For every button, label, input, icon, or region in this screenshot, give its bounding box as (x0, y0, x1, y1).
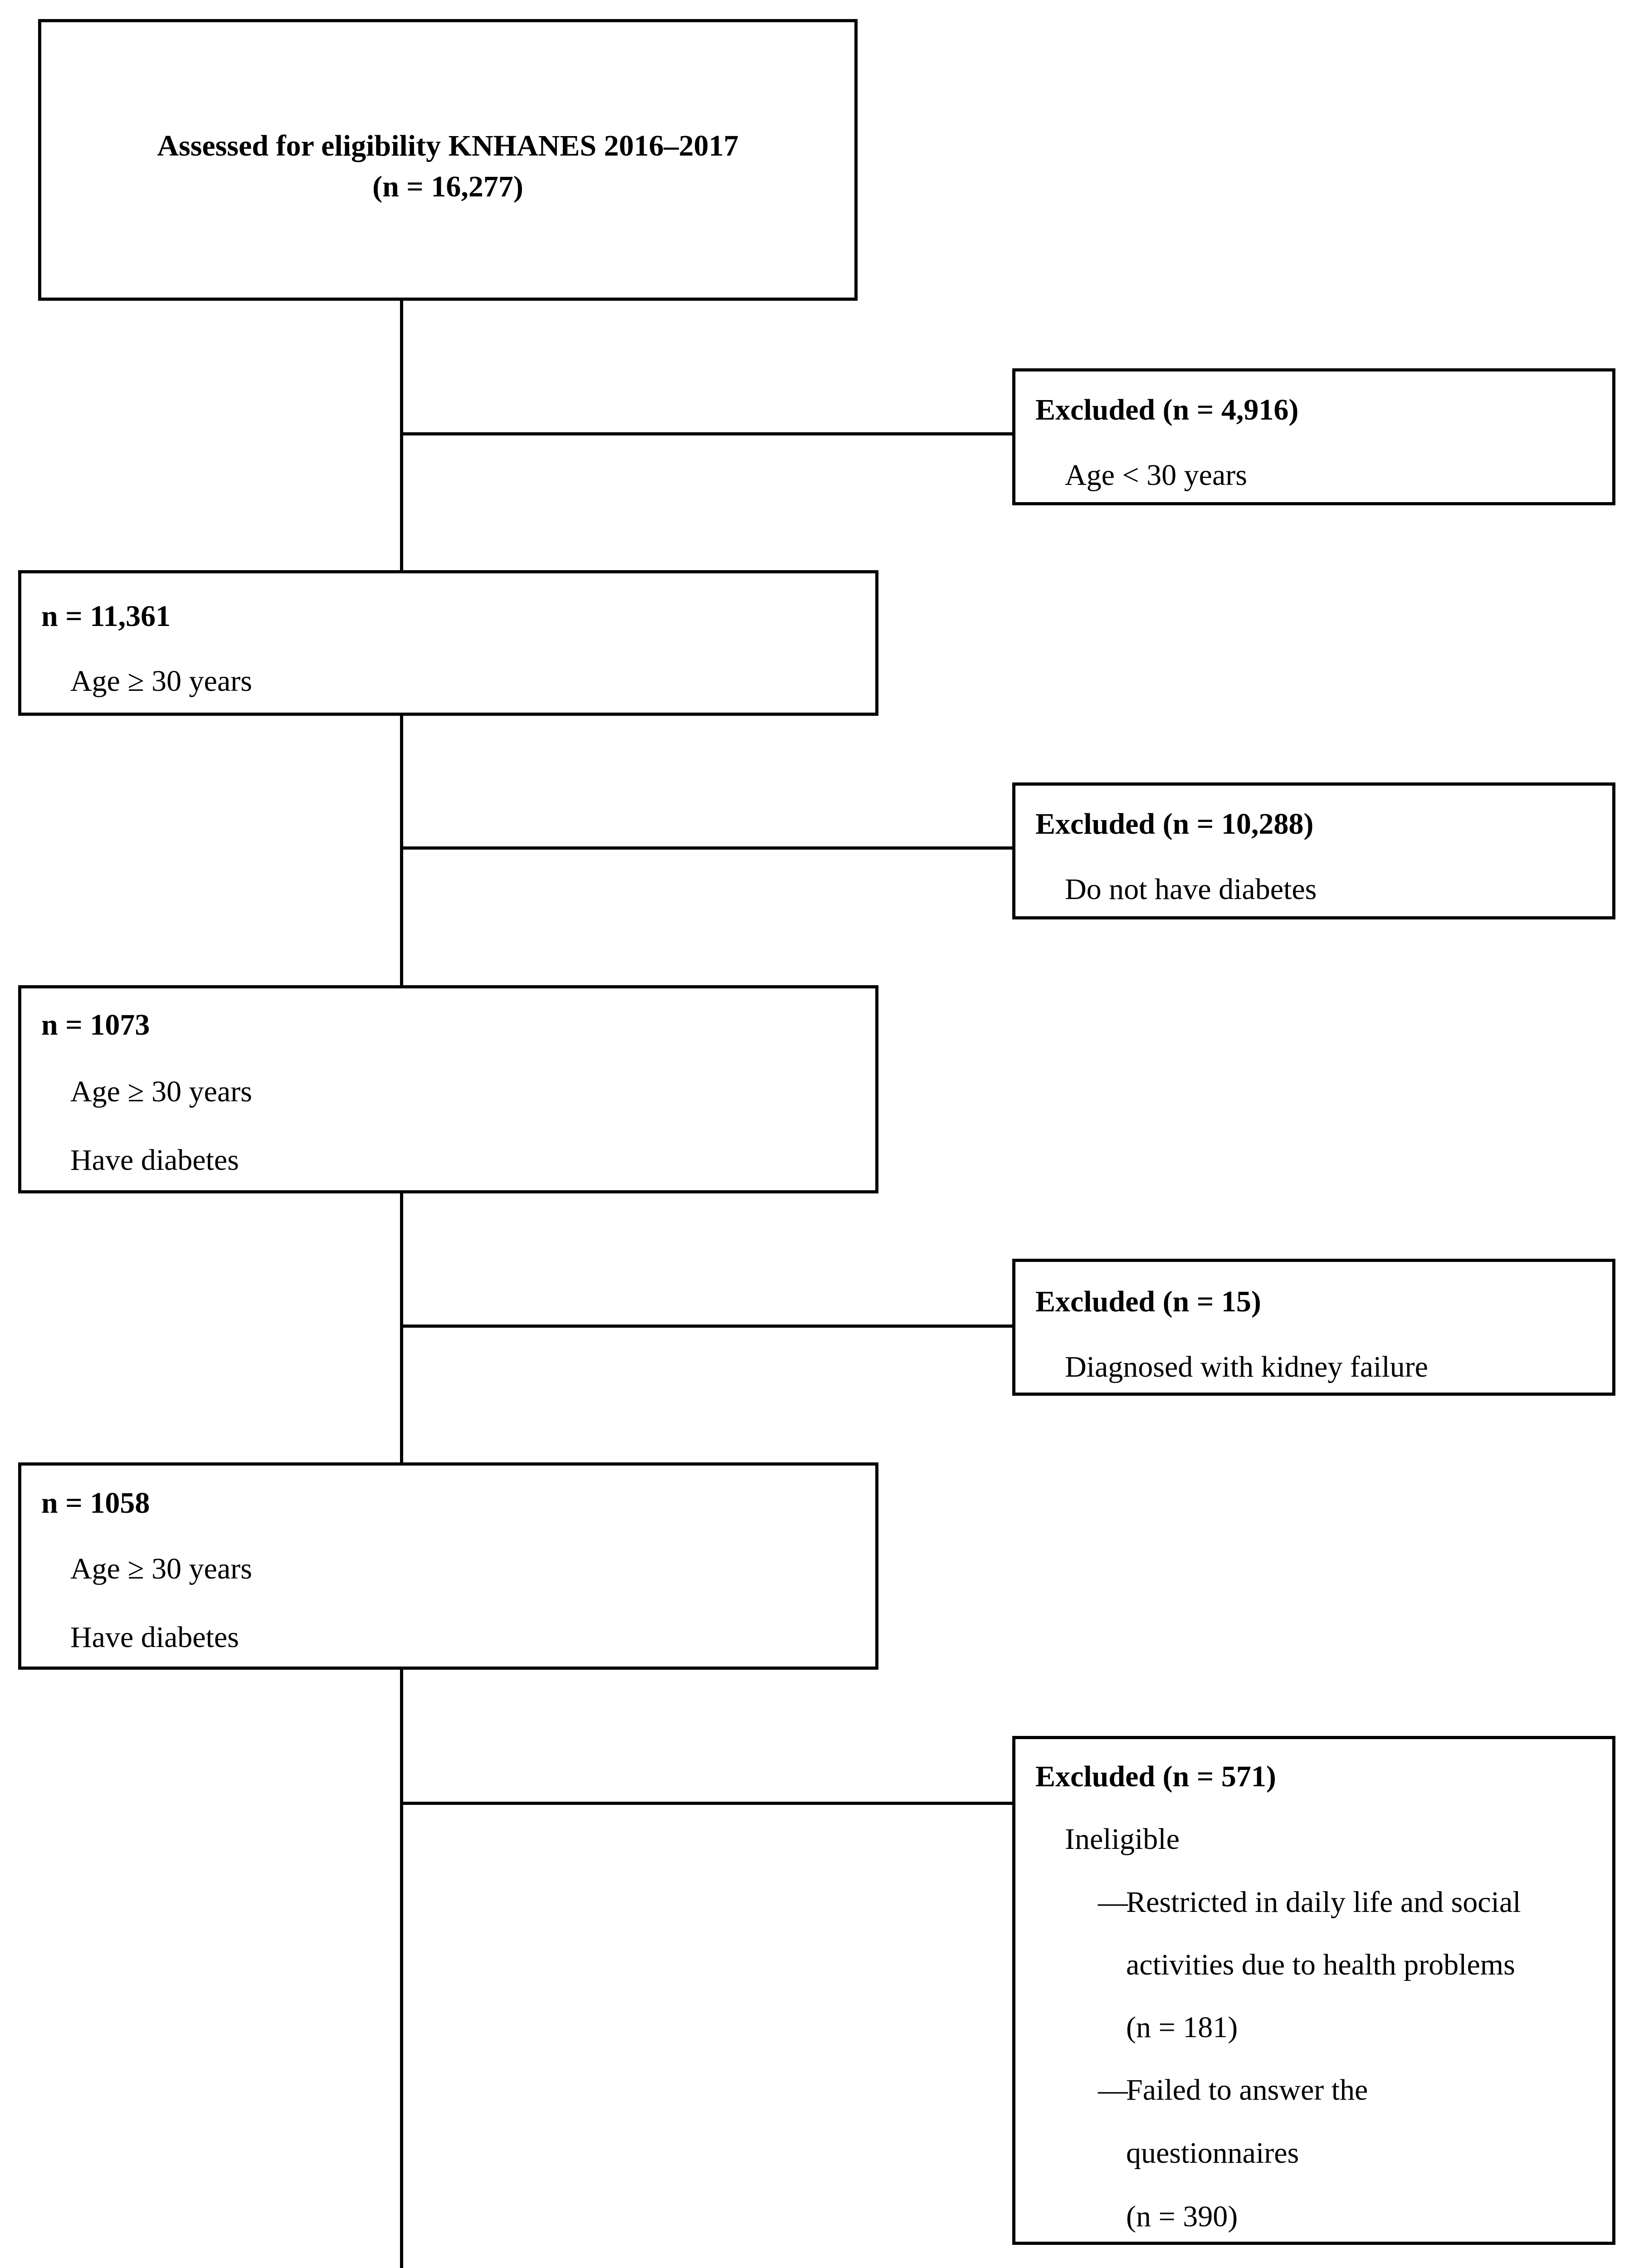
stage-1-line-1: Age ≥ 30 years (70, 665, 252, 698)
exclusion-3-reason: Diagnosed with kidney failure (1065, 1350, 1428, 1383)
stage-2-line-1: Age ≥ 30 years (70, 1075, 252, 1108)
exclusion-box-2 (1012, 782, 1615, 919)
dash-marker: — (1098, 2073, 1128, 2107)
exclusion-4-subitem-2-count: (n = 390) (1126, 2200, 1238, 2233)
subitem-1-text-1: Restricted in daily life and social (1126, 1886, 1521, 1919)
stage-3-line-1: Age ≥ 30 years (70, 1552, 252, 1585)
exclusion-branch-line-3 (400, 1325, 1012, 1328)
exclusion-3-title: Excluded (n = 15) (1035, 1285, 1261, 1318)
main-flow-line-1 (400, 299, 403, 572)
assessed-title: Assessed for eligibility KNHANES 2016–2017 (157, 129, 739, 162)
assessed-eligibility-box (38, 19, 858, 301)
exclusion-4-subitem-2-line-2: questionnaires (1126, 2136, 1299, 2170)
stage-3-title: n = 1058 (41, 1486, 150, 1520)
exclusion-4-subitem-1-line-2: activities due to health problems (1126, 1948, 1515, 1981)
assessed-count: (n = 16,277) (372, 170, 523, 203)
exclusion-branch-line-1 (400, 432, 1012, 435)
stage-2-line-2: Have diabetes (70, 1144, 239, 1177)
exclusion-4-subitem-1-count: (n = 181) (1126, 2011, 1238, 2044)
exclusion-box-4 (1012, 1736, 1615, 2245)
dash-marker: — (1098, 1886, 1128, 1919)
stage-2-title: n = 1073 (41, 1008, 150, 1041)
main-flow-line-4 (400, 1668, 403, 2268)
exclusion-branch-line-2 (400, 846, 1012, 850)
subitem-2-text-1: Failed to answer the (1126, 2073, 1368, 2107)
stage-box-1 (18, 570, 878, 716)
exclusion-4-reason: Ineligible (1065, 1823, 1180, 1856)
exclusion-box-1 (1012, 368, 1615, 505)
exclusion-1-title: Excluded (n = 4,916) (1035, 393, 1299, 426)
exclusion-4-subitem-2-line-1 (1098, 2075, 1368, 2105)
stage-box-2 (18, 985, 878, 1193)
exclusion-1-reason: Age < 30 years (1065, 459, 1247, 492)
main-flow-line-2 (400, 714, 403, 987)
exclusion-branch-line-4 (400, 1802, 1012, 1805)
exclusion-4-subitem-1-line-1 (1098, 1887, 1521, 1917)
stage-box-3 (18, 1462, 878, 1670)
exclusion-2-title: Excluded (n = 10,288) (1035, 807, 1314, 841)
exclusion-4-title: Excluded (n = 571) (1035, 1760, 1276, 1793)
exclusion-2-reason: Do not have diabetes (1065, 873, 1317, 906)
stage-1-title: n = 11,361 (41, 600, 171, 633)
stage-3-line-2: Have diabetes (70, 1621, 239, 1654)
main-flow-line-3 (400, 1192, 403, 1464)
exclusion-box-3 (1012, 1259, 1615, 1396)
